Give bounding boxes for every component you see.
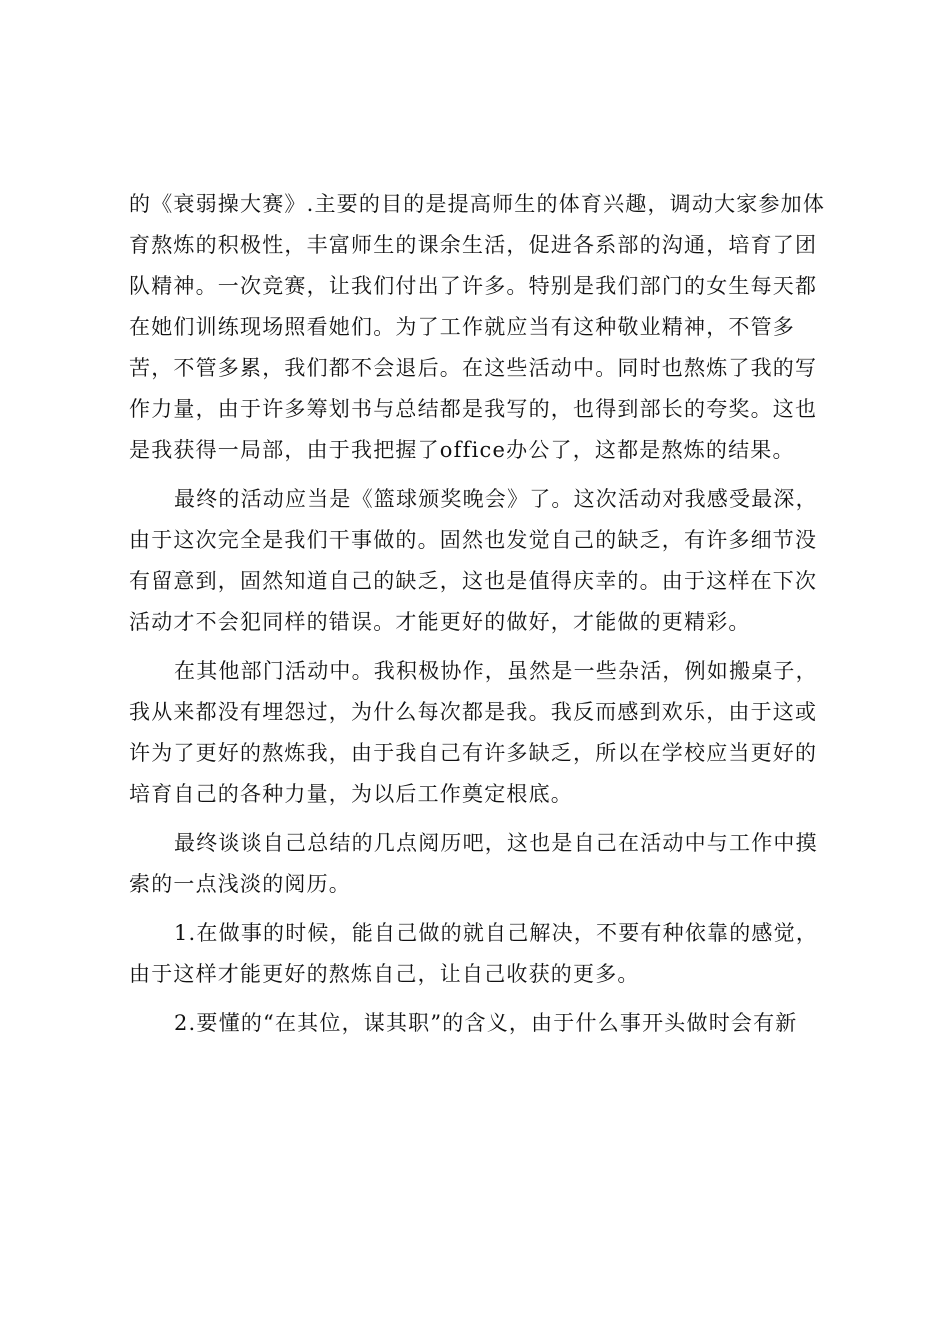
text-line: 由于这次完全是我们干事做的。固然也发觉自己的缺乏，有许多细节没	[129, 528, 818, 552]
text-line: 队精神。一次竞赛，让我们付出了许多。特别是我们部门的女生每天都	[129, 274, 818, 298]
text-line: 育熬炼的积极性，丰富师生的课余生活，促进各系部的沟通，培育了团	[129, 233, 818, 257]
text-line: 最终谈谈自己总结的几点阅历吧，这也是自己在活动中与工作中摸	[174, 831, 818, 855]
paragraph	[129, 651, 835, 815]
text-line: 由于这样才能更好的熬炼自己，让自己收获的更多。	[129, 962, 640, 986]
paragraph	[129, 184, 835, 471]
text-line: 最终的活动应当是《篮球颁奖晚会》了。这次活动对我感受最深，	[174, 487, 818, 511]
text-line: 是我获得一局部，由于我把握了office办公了，这都是熬炼的结果。	[129, 438, 795, 462]
text-line: 索的一点浅淡的阅历。	[129, 872, 351, 896]
text-line: 许为了更好的熬炼我，由于我自己有许多缺乏，所以在学校应当更好的	[129, 741, 818, 765]
text-line: 培育自己的各种力量，为以后工作奠定根底。	[129, 782, 573, 806]
text-line: 苦，不管多累，我们都不会退后。在这些活动中。同时也熬炼了我的写	[129, 356, 818, 380]
text-line: 的《衰弱操大赛》.主要的目的是提高师生的体育兴趣，调动大家参加体	[129, 192, 826, 216]
document-body	[129, 184, 835, 1052]
text-line: 活动才不会犯同样的错误。才能更好的做好，才能做的更精彩。	[129, 610, 751, 634]
paragraph	[129, 823, 835, 905]
text-line: 作力量，由于许多筹划书与总结都是我写的，也得到部长的夸奖。这也	[129, 397, 818, 421]
text-line: 在她们训练现场照看她们。为了工作就应当有这种敬业精神，不管多	[129, 315, 795, 339]
text-line: 1.在做事的时候，能自己做的就自己解决，不要有种依靠的感觉，	[174, 921, 819, 945]
text-line: 我从来都没有埋怨过，为什么每次都是我。我反而感到欢乐，由于这或	[129, 700, 818, 724]
paragraph	[129, 913, 835, 995]
paragraph	[129, 1003, 835, 1044]
text-line: 在其他部门活动中。我积极协作，虽然是一些杂活，例如搬桌子，	[174, 659, 818, 683]
text-line: 2.要懂的“在其位，谋其职”的含义，由于什么事开头做时会有新	[174, 1011, 798, 1035]
text-line: 有留意到，固然知道自己的缺乏，这也是值得庆幸的。由于这样在下次	[129, 569, 818, 593]
paragraph	[129, 479, 835, 643]
